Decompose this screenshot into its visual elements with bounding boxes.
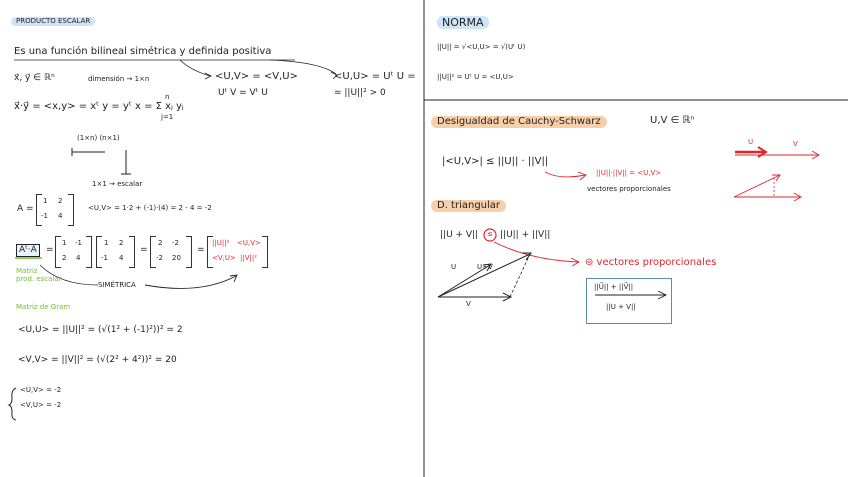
equals-sign: = <box>46 245 54 255</box>
ata-m1-right-bracket <box>86 236 92 268</box>
simetrica-label: SIMÉTRICA <box>98 281 136 289</box>
ata-symbolic-right-bracket <box>262 236 268 268</box>
matrix-a-left-bracket <box>36 194 42 226</box>
box-bottom-text: ||U + V|| <box>606 303 636 311</box>
triangle-uv-label: U+V <box>477 263 493 271</box>
cauchy-schwarz-note: vectores proporcionales <box>587 185 671 193</box>
ata-m2-cell: 1 <box>104 239 109 247</box>
ata-result-right-bracket <box>186 236 192 268</box>
ata-symbolic-cell: <V,U> <box>212 254 236 262</box>
ata-m1-cell: 1 <box>62 239 67 247</box>
triangular-note: ⊜ vectores proporcionales <box>585 257 717 268</box>
ata-result-cell: 2 <box>158 239 163 247</box>
matrix-a-cell: 2 <box>58 197 63 205</box>
triangular-title: D. triangular <box>431 200 506 212</box>
sum-upper-limit: n <box>165 93 170 101</box>
box-top-text: ||U⃗|| + ||V⃗|| <box>594 283 634 291</box>
vectors-in-rn: x⃗, y⃗ ∈ ℝⁿ <box>14 73 55 83</box>
ata-m1-cell: -1 <box>75 239 82 247</box>
arrow-u-label: U <box>748 138 754 146</box>
dimensions-label: (1×n) (n×1) <box>77 134 120 142</box>
ata-result-cell: -2 <box>172 239 179 247</box>
cauchy-schwarz-title: Desigualdad de Cauchy-Schwarz <box>431 116 607 128</box>
ata-result-cell: -2 <box>156 254 163 262</box>
triangular-left: ||U + V|| <box>440 230 479 240</box>
ata-label: Aᵗ·A <box>16 244 40 257</box>
arrow-v-label: V <box>793 140 798 148</box>
positive-eq-1: <U,U> = Uᵗ U = <box>334 71 416 82</box>
norm-u-squared-equation: <U,U> = ||U||² = (√(1² + (-1)²))² = 2 <box>18 325 183 335</box>
norma-definition: ||U|| = √<U,U> = √(Uᵗ U) <box>437 43 526 51</box>
ata-m2-right-bracket <box>129 236 135 268</box>
norma-title: NORMA <box>437 16 489 29</box>
definition-text: Es una función bilineal simétrica y definida positiva <box>14 46 272 57</box>
triangular-right: ||U|| + ||V|| <box>500 230 551 240</box>
ata-symbolic-cell: ||U||² <box>212 239 230 247</box>
matrix-a-cell: -1 <box>41 212 48 220</box>
triangular-le: ≤ <box>487 230 493 238</box>
matrix-a-cell: 1 <box>43 197 48 205</box>
ata-m1-left-bracket <box>55 236 61 268</box>
ata-result-cell: 20 <box>172 254 181 262</box>
cauchy-schwarz-equality: ||U||·||V|| = <U,V> <box>596 169 662 177</box>
ata-result-left-bracket <box>150 236 156 268</box>
uv-calculation: <U,V> = 1·2 + (-1)·(4) = 2 - 4 = -2 <box>88 204 212 212</box>
cauchy-schwarz-inequality: |<U,V>| ≤ ||U|| · ||V|| <box>442 156 549 167</box>
positive-eq-2: = ||U||² > 0 <box>334 88 386 98</box>
matrix-a-cell: 4 <box>58 212 63 220</box>
note-matriz: Matriz <box>16 267 38 275</box>
dot-product-definition: x⃗·y⃗ = <x,y> = xᵗ y = yᵗ x = Σ xⱼ yⱼ <box>14 101 184 112</box>
note-prod-escalar: prod. escalar <box>16 275 62 283</box>
equals-sign: = <box>140 245 148 255</box>
ata-m1-cell: 4 <box>76 254 81 262</box>
gram-matrix-title: Matriz de Gram <box>16 303 71 311</box>
dimension-note: dimensión → 1×n <box>88 75 150 83</box>
uv-result: <U,V> = -2 <box>20 386 62 394</box>
ata-symbolic-cell: ||V||² <box>240 254 258 262</box>
ata-m2-left-bracket <box>96 236 102 268</box>
section-tag-producto-escalar: PRODUCTO ESCALAR <box>11 17 95 26</box>
matrix-a-label: A = <box>17 204 34 214</box>
cauchy-schwarz-condition: U,V ∈ ℝⁿ <box>650 115 695 126</box>
ata-m2-cell: 4 <box>119 254 124 262</box>
symmetric-eq-1: <U,V> = <V,U> <box>215 71 298 82</box>
vu-result: <V,U> = -2 <box>20 401 62 409</box>
ata-m2-cell: 2 <box>119 239 124 247</box>
matrix-a-right-bracket <box>68 194 74 226</box>
equals-sign: = <box>197 245 205 255</box>
sum-lower-limit: j=1 <box>161 113 174 121</box>
scalar-label: 1×1 → escalar <box>92 180 143 188</box>
triangle-v-label: V <box>466 300 471 308</box>
ata-m2-cell: -1 <box>101 254 108 262</box>
ata-symbolic-cell: <U,V> <box>237 239 261 247</box>
ata-m1-cell: 2 <box>62 254 67 262</box>
norm-v-squared-equation: <V,V> = ||V||² = (√(2² + 4²))² = 20 <box>18 355 177 365</box>
norma-squared: ||U||² = Uᵗ U = <U,U> <box>437 73 514 81</box>
symmetric-eq-2: Uᵗ V = Vᵗ U <box>218 88 268 98</box>
triangle-u-label: U <box>451 263 457 271</box>
